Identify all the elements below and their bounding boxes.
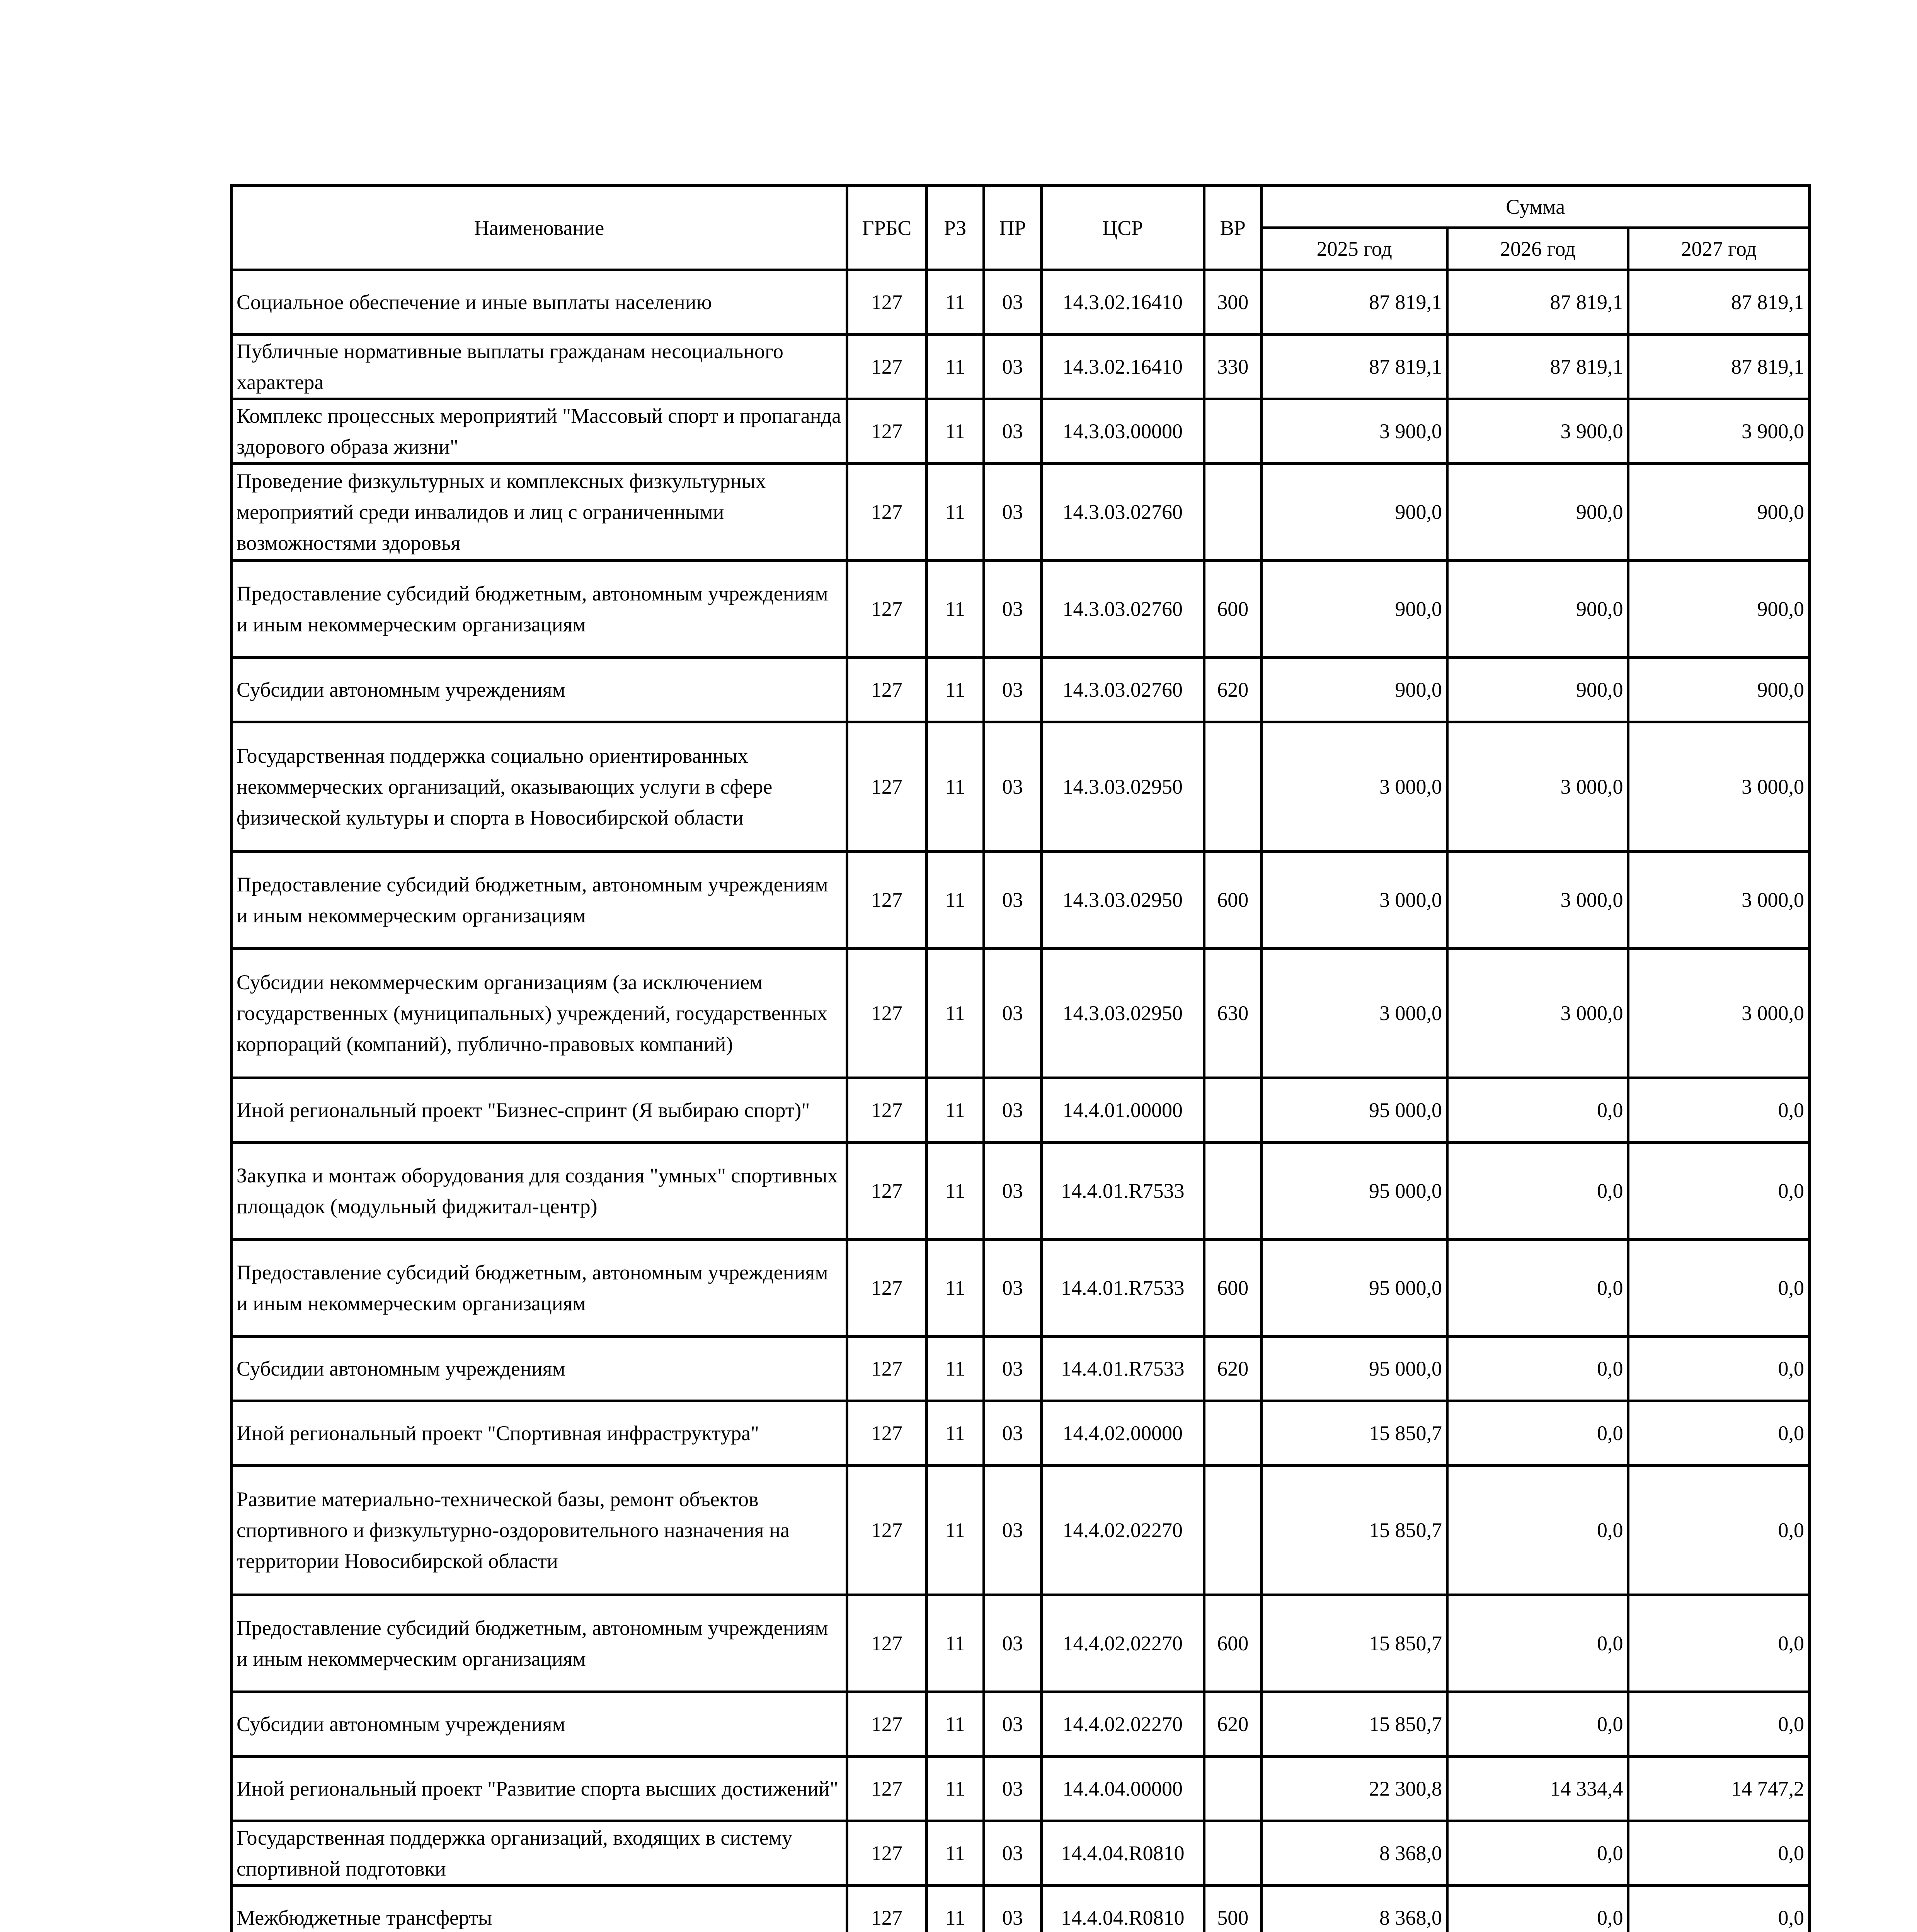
cell-amount-2027: 87 819,1 <box>1628 335 1810 399</box>
cell-vr: 600 <box>1204 852 1261 949</box>
cell-name: Иной региональный проект "Бизнес-спринт (Я выбираю спорт)" <box>232 1078 847 1143</box>
cell-name: Развитие материально-технической базы, ремонт объектов спортивного и физкультурно-оздоровительного назначения на территории Новосибирской области <box>232 1466 847 1595</box>
cell-grbs: 127 <box>847 399 927 464</box>
cell-amount-2026: 0,0 <box>1447 1886 1628 1932</box>
cell-amount-2025: 3 000,0 <box>1262 722 1447 852</box>
cell-name: Иной региональный проект "Развитие спорта высших достижений" <box>232 1757 847 1821</box>
cell-amount-2027: 0,0 <box>1628 1337 1810 1401</box>
cell-grbs: 127 <box>847 464 927 561</box>
cell-amount-2026: 0,0 <box>1447 1143 1628 1240</box>
cell-csr: 14.4.01.R7533 <box>1041 1143 1204 1240</box>
cell-amount-2025: 15 850,7 <box>1262 1401 1447 1466</box>
cell-grbs: 127 <box>847 1401 927 1466</box>
cell-vr: 600 <box>1204 1595 1261 1692</box>
cell-amount-2025: 8 368,0 <box>1262 1821 1447 1886</box>
header-rz: РЗ <box>926 186 984 270</box>
cell-name: Государственная поддержка организаций, входящих в систему спортивной подготовки <box>232 1821 847 1886</box>
cell-rz: 11 <box>926 1466 984 1595</box>
cell-pr: 03 <box>984 1240 1041 1337</box>
cell-rz: 11 <box>926 658 984 722</box>
cell-amount-2027: 3 000,0 <box>1628 852 1810 949</box>
cell-pr: 03 <box>984 464 1041 561</box>
cell-name: Закупка и монтаж оборудования для создания "умных" спортивных площадок (модульный фиджитал-центр) <box>232 1143 847 1240</box>
cell-grbs: 127 <box>847 335 927 399</box>
cell-rz: 11 <box>926 1240 984 1337</box>
cell-amount-2025: 3 000,0 <box>1262 852 1447 949</box>
cell-grbs: 127 <box>847 1821 927 1886</box>
cell-vr <box>1204 722 1261 852</box>
cell-csr: 14.3.03.02760 <box>1041 464 1204 561</box>
table-row <box>232 852 1810 949</box>
cell-grbs: 127 <box>847 561 927 658</box>
cell-rz: 11 <box>926 399 984 464</box>
cell-csr: 14.4.02.02270 <box>1041 1595 1204 1692</box>
header-year-2026: 2026 год <box>1447 228 1628 270</box>
cell-grbs: 127 <box>847 1143 927 1240</box>
cell-csr: 14.4.02.02270 <box>1041 1692 1204 1757</box>
cell-vr: 600 <box>1204 561 1261 658</box>
cell-amount-2026: 0,0 <box>1447 1466 1628 1595</box>
cell-name: Иной региональный проект "Спортивная инфраструктура" <box>232 1401 847 1466</box>
cell-vr <box>1204 1401 1261 1466</box>
cell-grbs: 127 <box>847 270 927 335</box>
cell-name: Комплекс процессных мероприятий "Массовый спорт и пропаганда здорового образа жизни" <box>232 399 847 464</box>
cell-csr: 14.4.04.R0810 <box>1041 1886 1204 1932</box>
cell-csr: 14.4.04.00000 <box>1041 1757 1204 1821</box>
cell-amount-2026: 0,0 <box>1447 1692 1628 1757</box>
cell-vr: 300 <box>1204 270 1261 335</box>
cell-pr: 03 <box>984 1401 1041 1466</box>
cell-rz: 11 <box>926 335 984 399</box>
header-vr: ВР <box>1204 186 1261 270</box>
cell-csr: 14.3.03.02760 <box>1041 658 1204 722</box>
cell-csr: 14.3.03.02760 <box>1041 561 1204 658</box>
cell-amount-2027: 3 000,0 <box>1628 949 1810 1078</box>
cell-amount-2026: 0,0 <box>1447 1337 1628 1401</box>
cell-name: Предоставление субсидий бюджетным, автономным учреждениям и иным некоммерческим организациям <box>232 852 847 949</box>
header-name: Наименование <box>232 186 847 270</box>
cell-pr: 03 <box>984 1078 1041 1143</box>
cell-name: Предоставление субсидий бюджетным, автономным учреждениям и иным некоммерческим организациям <box>232 561 847 658</box>
cell-amount-2025: 900,0 <box>1262 464 1447 561</box>
header-year-2025: 2025 год <box>1262 228 1447 270</box>
cell-name: Межбюджетные трансферты <box>232 1886 847 1932</box>
cell-amount-2026: 3 000,0 <box>1447 949 1628 1078</box>
cell-amount-2027: 0,0 <box>1628 1886 1810 1932</box>
cell-amount-2026: 87 819,1 <box>1447 335 1628 399</box>
cell-rz: 11 <box>926 270 984 335</box>
cell-vr: 620 <box>1204 1337 1261 1401</box>
cell-vr <box>1204 1466 1261 1595</box>
cell-rz: 11 <box>926 1692 984 1757</box>
cell-amount-2027: 14 747,2 <box>1628 1757 1810 1821</box>
cell-amount-2025: 22 300,8 <box>1262 1757 1447 1821</box>
cell-amount-2026: 0,0 <box>1447 1401 1628 1466</box>
header-sum: Сумма <box>1262 186 1810 228</box>
cell-vr <box>1204 399 1261 464</box>
cell-rz: 11 <box>926 1757 984 1821</box>
table-row <box>232 1821 1810 1886</box>
cell-csr: 14.3.03.02950 <box>1041 852 1204 949</box>
cell-amount-2025: 95 000,0 <box>1262 1078 1447 1143</box>
cell-vr <box>1204 1078 1261 1143</box>
cell-csr: 14.4.01.00000 <box>1041 1078 1204 1143</box>
table-row <box>232 658 1810 722</box>
cell-amount-2025: 87 819,1 <box>1262 270 1447 335</box>
cell-amount-2027: 900,0 <box>1628 464 1810 561</box>
cell-rz: 11 <box>926 1595 984 1692</box>
cell-rz: 11 <box>926 1143 984 1240</box>
cell-pr: 03 <box>984 1821 1041 1886</box>
cell-csr: 14.3.03.00000 <box>1041 399 1204 464</box>
cell-amount-2025: 15 850,7 <box>1262 1692 1447 1757</box>
cell-name: Проведение физкультурных и комплексных физкультурных мероприятий среди инвалидов и лиц с ограниченными возможностями здоровья <box>232 464 847 561</box>
cell-amount-2026: 0,0 <box>1447 1595 1628 1692</box>
header-grbs: ГРБС <box>847 186 927 270</box>
cell-amount-2027: 0,0 <box>1628 1595 1810 1692</box>
cell-rz: 11 <box>926 852 984 949</box>
cell-amount-2025: 3 000,0 <box>1262 949 1447 1078</box>
cell-amount-2026: 3 000,0 <box>1447 852 1628 949</box>
cell-amount-2026: 0,0 <box>1447 1821 1628 1886</box>
cell-grbs: 127 <box>847 1078 927 1143</box>
cell-name: Субсидии автономным учреждениям <box>232 1337 847 1401</box>
cell-amount-2027: 0,0 <box>1628 1401 1810 1466</box>
cell-pr: 03 <box>984 1757 1041 1821</box>
table-row <box>232 1595 1810 1692</box>
cell-amount-2027: 87 819,1 <box>1628 270 1810 335</box>
budget-table <box>230 184 1811 1932</box>
cell-name: Субсидии некоммерческим организациям (за исключением государственных (муниципальных) учреждений, государственных корпораций (компаний), публично-правовых компаний) <box>232 949 847 1078</box>
cell-pr: 03 <box>984 1886 1041 1932</box>
cell-amount-2025: 87 819,1 <box>1262 335 1447 399</box>
cell-amount-2027: 3 900,0 <box>1628 399 1810 464</box>
cell-vr <box>1204 1143 1261 1240</box>
cell-grbs: 127 <box>847 1595 927 1692</box>
cell-grbs: 127 <box>847 658 927 722</box>
cell-vr <box>1204 1821 1261 1886</box>
cell-grbs: 127 <box>847 1757 927 1821</box>
table-row <box>232 464 1810 561</box>
table-row <box>232 561 1810 658</box>
cell-amount-2027: 0,0 <box>1628 1821 1810 1886</box>
cell-amount-2025: 900,0 <box>1262 658 1447 722</box>
cell-vr: 600 <box>1204 1240 1261 1337</box>
cell-amount-2026: 900,0 <box>1447 658 1628 722</box>
table-body <box>232 270 1810 1932</box>
header-pr: ПР <box>984 186 1041 270</box>
cell-grbs: 127 <box>847 1692 927 1757</box>
cell-pr: 03 <box>984 658 1041 722</box>
cell-amount-2027: 0,0 <box>1628 1078 1810 1143</box>
table-row <box>232 1240 1810 1337</box>
cell-amount-2027: 0,0 <box>1628 1240 1810 1337</box>
cell-csr: 14.3.03.02950 <box>1041 949 1204 1078</box>
cell-amount-2025: 15 850,7 <box>1262 1466 1447 1595</box>
cell-amount-2026: 0,0 <box>1447 1078 1628 1143</box>
cell-name: Предоставление субсидий бюджетным, автономным учреждениям и иным некоммерческим организациям <box>232 1595 847 1692</box>
table-header <box>232 186 1810 270</box>
cell-rz: 11 <box>926 464 984 561</box>
cell-amount-2027: 900,0 <box>1628 658 1810 722</box>
cell-pr: 03 <box>984 270 1041 335</box>
cell-pr: 03 <box>984 722 1041 852</box>
cell-amount-2025: 3 900,0 <box>1262 399 1447 464</box>
cell-csr: 14.3.02.16410 <box>1041 335 1204 399</box>
cell-name: Публичные нормативные выплаты гражданам несоциального характера <box>232 335 847 399</box>
cell-vr: 620 <box>1204 1692 1261 1757</box>
cell-amount-2025: 15 850,7 <box>1262 1595 1447 1692</box>
cell-amount-2025: 8 368,0 <box>1262 1886 1447 1932</box>
cell-rz: 11 <box>926 561 984 658</box>
cell-name: Социальное обеспечение и иные выплаты населению <box>232 270 847 335</box>
cell-name: Государственная поддержка социально ориентированных некоммерческих организаций, оказывающих услуги в сфере физической культуры и спорта в Новосибирской области <box>232 722 847 852</box>
cell-pr: 03 <box>984 561 1041 658</box>
cell-vr: 630 <box>1204 949 1261 1078</box>
table-row <box>232 1886 1810 1932</box>
cell-grbs: 127 <box>847 949 927 1078</box>
cell-name: Субсидии автономным учреждениям <box>232 658 847 722</box>
table-row <box>232 1078 1810 1143</box>
cell-name: Субсидии автономным учреждениям <box>232 1692 847 1757</box>
cell-grbs: 127 <box>847 1886 927 1932</box>
table-row <box>232 1337 1810 1401</box>
cell-amount-2026: 900,0 <box>1447 464 1628 561</box>
table-row <box>232 1401 1810 1466</box>
cell-csr: 14.4.02.00000 <box>1041 1401 1204 1466</box>
cell-amount-2027: 900,0 <box>1628 561 1810 658</box>
cell-amount-2025: 95 000,0 <box>1262 1240 1447 1337</box>
cell-grbs: 127 <box>847 1240 927 1337</box>
cell-pr: 03 <box>984 1143 1041 1240</box>
cell-pr: 03 <box>984 1595 1041 1692</box>
cell-csr: 14.4.02.02270 <box>1041 1466 1204 1595</box>
cell-grbs: 127 <box>847 852 927 949</box>
cell-grbs: 127 <box>847 1337 927 1401</box>
cell-amount-2026: 3 900,0 <box>1447 399 1628 464</box>
table-row <box>232 949 1810 1078</box>
cell-amount-2025: 900,0 <box>1262 561 1447 658</box>
table-row <box>232 722 1810 852</box>
table-row <box>232 1692 1810 1757</box>
cell-grbs: 127 <box>847 1466 927 1595</box>
cell-rz: 11 <box>926 1886 984 1932</box>
cell-rz: 11 <box>926 722 984 852</box>
cell-csr: 14.3.02.16410 <box>1041 270 1204 335</box>
cell-amount-2026: 14 334,4 <box>1447 1757 1628 1821</box>
table-row <box>232 1466 1810 1595</box>
cell-name: Предоставление субсидий бюджетным, автономным учреждениям и иным некоммерческим организациям <box>232 1240 847 1337</box>
table-row <box>232 399 1810 464</box>
cell-rz: 11 <box>926 1401 984 1466</box>
cell-pr: 03 <box>984 399 1041 464</box>
cell-pr: 03 <box>984 1337 1041 1401</box>
cell-vr: 330 <box>1204 335 1261 399</box>
cell-pr: 03 <box>984 852 1041 949</box>
table-row <box>232 335 1810 399</box>
cell-vr: 500 <box>1204 1886 1261 1932</box>
cell-pr: 03 <box>984 1466 1041 1595</box>
cell-amount-2027: 0,0 <box>1628 1143 1810 1240</box>
cell-amount-2026: 0,0 <box>1447 1240 1628 1337</box>
cell-csr: 14.4.04.R0810 <box>1041 1821 1204 1886</box>
cell-rz: 11 <box>926 1078 984 1143</box>
cell-csr: 14.4.01.R7533 <box>1041 1240 1204 1337</box>
cell-grbs: 127 <box>847 722 927 852</box>
cell-vr: 620 <box>1204 658 1261 722</box>
table-row <box>232 1143 1810 1240</box>
cell-vr <box>1204 464 1261 561</box>
cell-csr: 14.3.03.02950 <box>1041 722 1204 852</box>
cell-rz: 11 <box>926 1821 984 1886</box>
header-csr: ЦСР <box>1041 186 1204 270</box>
cell-csr: 14.4.01.R7533 <box>1041 1337 1204 1401</box>
cell-pr: 03 <box>984 1692 1041 1757</box>
table-row <box>232 1757 1810 1821</box>
cell-rz: 11 <box>926 949 984 1078</box>
cell-amount-2025: 95 000,0 <box>1262 1143 1447 1240</box>
cell-pr: 03 <box>984 949 1041 1078</box>
cell-amount-2026: 87 819,1 <box>1447 270 1628 335</box>
cell-amount-2027: 3 000,0 <box>1628 722 1810 852</box>
cell-amount-2025: 95 000,0 <box>1262 1337 1447 1401</box>
cell-amount-2026: 900,0 <box>1447 561 1628 658</box>
table-row <box>232 270 1810 335</box>
cell-rz: 11 <box>926 1337 984 1401</box>
cell-pr: 03 <box>984 335 1041 399</box>
cell-amount-2027: 0,0 <box>1628 1466 1810 1595</box>
cell-amount-2027: 0,0 <box>1628 1692 1810 1757</box>
header-year-2027: 2027 год <box>1628 228 1810 270</box>
cell-vr <box>1204 1757 1261 1821</box>
cell-amount-2026: 3 000,0 <box>1447 722 1628 852</box>
